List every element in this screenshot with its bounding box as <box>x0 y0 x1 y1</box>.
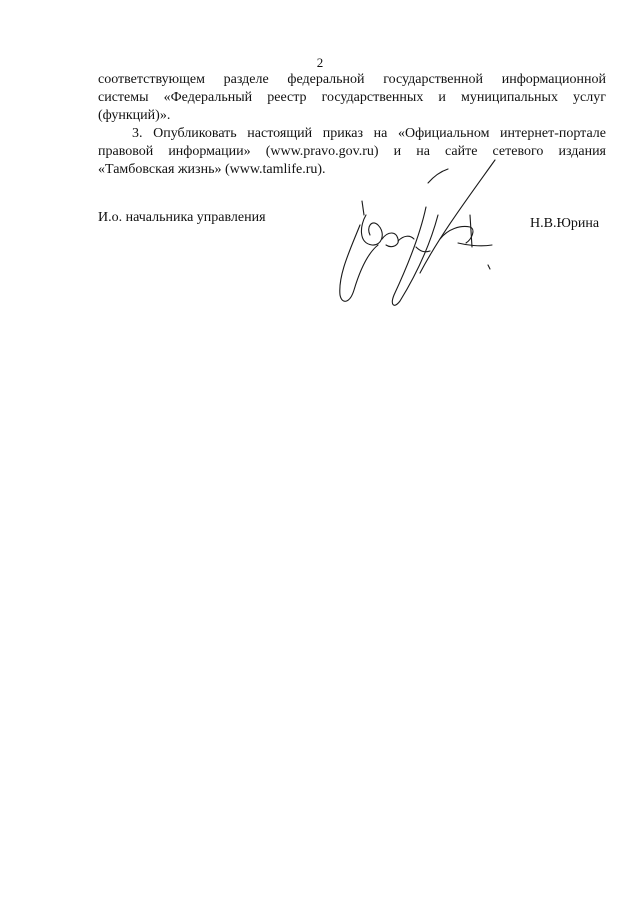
page-number: 2 <box>316 55 324 70</box>
paragraph-line: системы «Федеральный реестр государственных и муниципальных услуг <box>98 90 606 105</box>
paragraph-line: 3. Опубликовать настоящий приказ на «Официальном интернет-портале <box>132 126 606 141</box>
handwritten-signature <box>320 155 510 315</box>
paragraph-line: правовой информации» (www.pravo.gov.ru) и на сайте сетевого издания <box>98 144 606 159</box>
signatory-position: И.о. начальника управления <box>98 210 266 225</box>
signatory-name: Н.В.Юрина <box>530 216 600 231</box>
paragraph-line: соответствующем разделе федеральной государственной информационной <box>98 72 606 87</box>
paragraph-line: «Тамбовская жизнь» (www.tamlife.ru). <box>98 162 326 177</box>
paragraph-registry <box>98 71 606 125</box>
paragraph-line: (функций)». <box>98 108 171 123</box>
